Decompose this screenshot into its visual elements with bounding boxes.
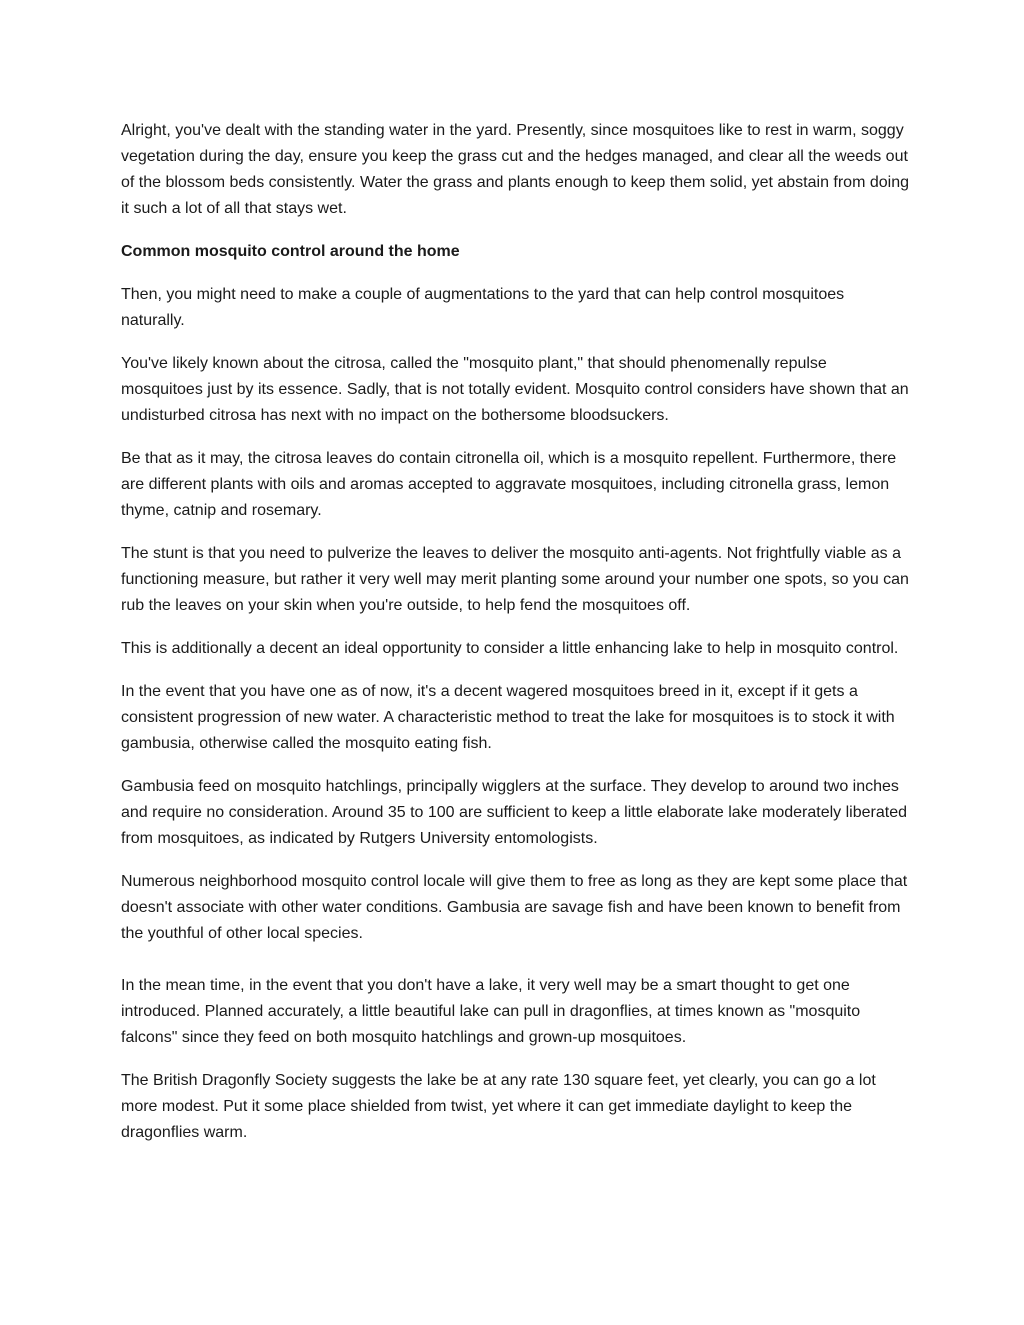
paragraph-augmentations: Then, you might need to make a couple of augmentations to the yard that can help control mosquitoes naturally. (121, 286, 845, 329)
paragraph-enhancing-lake: This is additionally a decent an ideal opportunity to consider a little enhancing lake to help in mosquito control. (121, 640, 899, 657)
paragraph-mosquito-control-locale: Numerous neighborhood mosquito control locale will give them to free as long as they are kept some place that doesn't associate with other water conditions. Gambusia are savage fish and have been known to benefit from the youthful of other local species. (121, 873, 908, 942)
section-heading: Common mosquito control around the home (121, 243, 460, 260)
paragraph-dragonflies: In the mean time, in the event that you don't have a lake, it very well may be a smart thought to get one introduced. Planned accurately, a little beautiful lake can pull in dragonflies, at times known as "mosquito falcons" since they feed on both mosquito hatchlings and grown-up mosquitoes. (121, 977, 861, 1046)
paragraph-british-dragonfly-society: The British Dragonfly Society suggests the lake be at any rate 130 square feet, yet clearly, you can go a lot more modest. Put it some place shielded from twist, yet where it can get immediate daylight to keep the dragonflies warm. (121, 1072, 876, 1141)
paragraph-gambusia-stock: In the event that you have one as of now, it's a decent wagered mosquitoes breed in it, except if it gets a consistent progression of new water. A characteristic method to treat the lake for mosquitoes is to stock it with gambusia, otherwise called the mosquito eating fish. (121, 683, 895, 752)
document-page (121, 118, 911, 1163)
paragraph-pulverize-leaves: The stunt is that you need to pulverize the leaves to deliver the mosquito anti-agents. Not frightfully viable as a functioning measure, but rather it very well may merit planting some around your number one spots, so you can rub the leaves on your skin when you're outside, to help fend the mosquitoes off. (121, 545, 909, 614)
paragraph-standing-water: Alright, you've dealt with the standing water in the yard. Presently, since mosquitoes like to rest in warm, soggy vegetation during the day, ensure you keep the grass cut and the hedges managed, and clear all the weeds out of the blossom beds consistently. Water the grass and plants enough to keep them solid, yet abstain from doing it such a lot of all that stays wet. (121, 122, 909, 217)
paragraph-citronella-oil: Be that as it may, the citrosa leaves do contain citronella oil, which is a mosquito repellent. Furthermore, there are different plants with oils and aromas accepted to aggravate mosquitoes, including citronella grass, lemon thyme, catnip and rosemary. (121, 450, 897, 519)
paragraph-citrosa: You've likely known about the citrosa, called the "mosquito plant," that should phenomenally repulse mosquitoes just by its essence. Sadly, that is not totally evident. Mosquito control considers have shown that an undisturbed citrosa has next with no impact on the bothersome bloodsuckers. (121, 355, 909, 424)
paragraph-gambusia-feed: Gambusia feed on mosquito hatchlings, principally wigglers at the surface. They develop to around two inches and require no consideration. Around 35 to 100 are sufficient to keep a little elaborate lake moderately liberated from mosquitoes, as indicated by Rutgers University entomologists. (121, 778, 907, 847)
